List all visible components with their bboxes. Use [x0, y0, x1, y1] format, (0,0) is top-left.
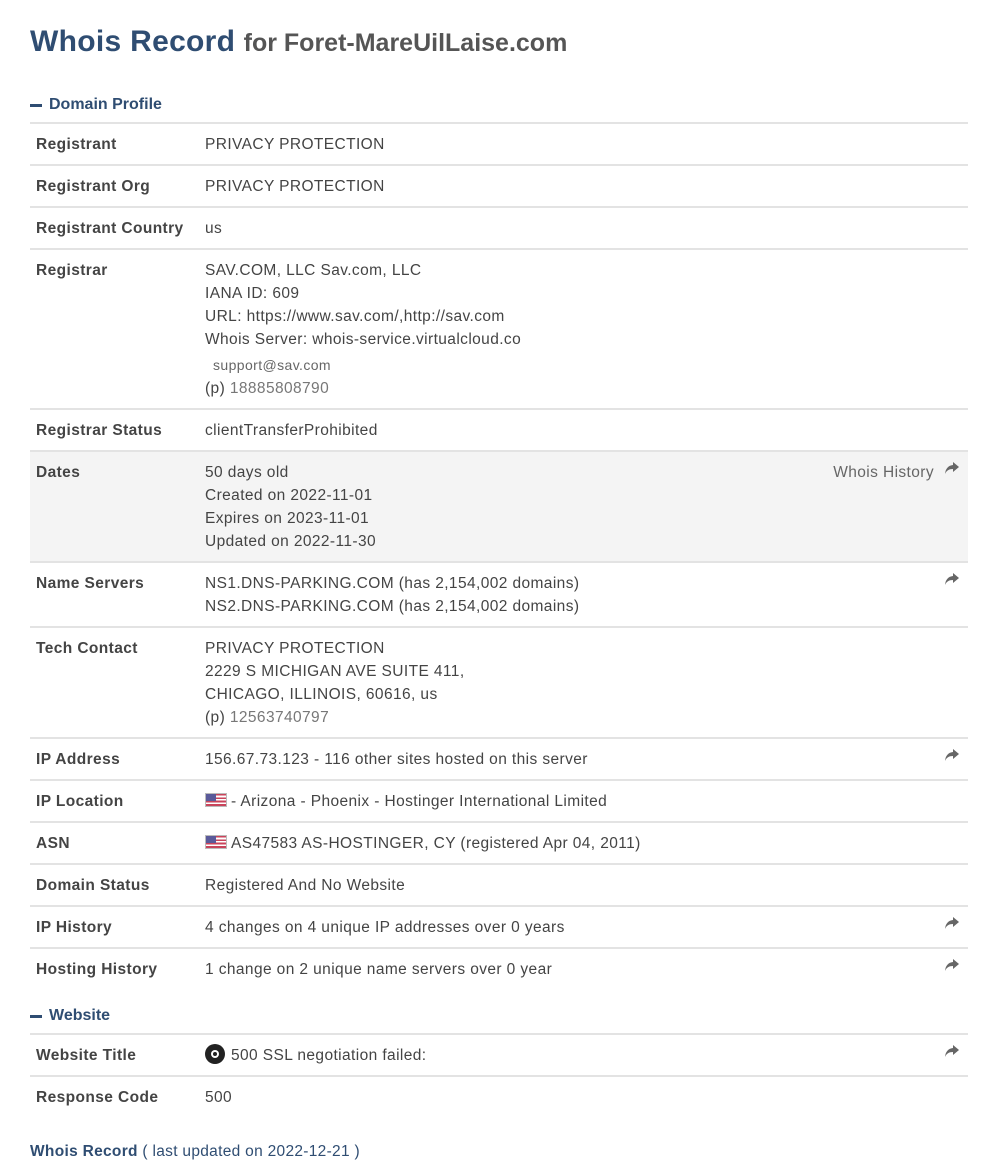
share-arrow-icon[interactable]: [944, 460, 960, 476]
dates-age: 50 days old: [205, 464, 289, 481]
registrar-phone-prefix: (p): [205, 380, 226, 397]
name-server-2: NS2.DNS-PARKING.COM (has 2,154,002 domains): [205, 598, 580, 615]
share-arrow-icon[interactable]: [944, 571, 960, 587]
row-ip-history: [30, 906, 968, 948]
tech-contact-city: CHICAGO, ILLINOIS, 60616, us: [205, 686, 438, 703]
website-toggle[interactable]: [30, 1005, 968, 1027]
row-response-code: [30, 1076, 968, 1117]
registrar-whois-server: Whois Server: whois-service.virtualcloud.co: [205, 331, 522, 348]
row-asn: [30, 822, 968, 864]
website-lens-icon: [205, 1044, 225, 1064]
website-title-cell: [199, 1034, 968, 1076]
registrar-phone: 18885808790: [229, 380, 330, 397]
registrar-email: support@sav.com: [213, 357, 331, 373]
registrant-country-value: us: [205, 220, 223, 237]
name-servers-label: Name Servers: [36, 575, 145, 592]
dates-value: [199, 451, 968, 562]
page-title: [30, 24, 968, 64]
domain-status-value: Registered And No Website: [205, 877, 406, 894]
registrar-url: URL: https://www.sav.com/,http://sav.com: [205, 308, 505, 325]
registrar-value: [199, 249, 968, 409]
domain-profile-table: [30, 122, 968, 989]
registrant-org-label: Registrant Org: [36, 178, 151, 195]
asn-label: ASN: [36, 835, 70, 852]
domain-profile-toggle[interactable]: [30, 94, 968, 116]
page-title-domain: for Foret-MareUilLaise.com: [243, 29, 568, 57]
ip-address-label: IP Address: [36, 751, 121, 768]
domain-status-label: Domain Status: [36, 877, 150, 894]
row-tech-contact: [30, 627, 968, 738]
ip-address-value: 156.67.73.123 - 116 other sites hosted on this server: [205, 751, 588, 768]
row-ip-location: [30, 780, 968, 822]
last-updated-note: ( last updated on 2022-12-21 ): [142, 1143, 360, 1160]
registrar-phone-line: [205, 377, 962, 400]
row-hosting-history: [30, 948, 968, 989]
name-server-1: NS1.DNS-PARKING.COM (has 2,154,002 domains): [205, 575, 580, 592]
name-servers-value: [199, 562, 968, 627]
ip-location-label: IP Location: [36, 793, 124, 810]
ip-history-cell: [199, 906, 968, 948]
registrant-org-value: PRIVACY PROTECTION: [205, 178, 385, 195]
website-title-value: 500 SSL negotiation failed:: [231, 1047, 427, 1064]
tech-contact-phone-prefix: (p): [205, 709, 226, 726]
row-ip-address: [30, 738, 968, 780]
hosting-history-label: Hosting History: [36, 961, 158, 978]
tech-contact-label: Tech Contact: [36, 640, 138, 657]
registrar-label: Registrar: [36, 262, 108, 279]
row-website-title: [30, 1034, 968, 1076]
registrar-name: SAV.COM, LLC Sav.com, LLC: [205, 262, 422, 279]
hosting-history-value: 1 change on 2 unique name servers over 0 year: [205, 961, 553, 978]
tech-contact-value: [199, 627, 968, 738]
registrar-email-line: [205, 354, 962, 377]
tech-contact-phone: 12563740797: [229, 709, 330, 726]
tech-contact-name: PRIVACY PROTECTION: [205, 640, 385, 657]
registrant-country-label: Registrant Country: [36, 220, 184, 237]
row-registrar-status: [30, 409, 968, 451]
asn-cell: [199, 822, 968, 864]
hosting-history-cell: [199, 948, 968, 989]
whois-record-footer: [30, 1143, 968, 1161]
share-arrow-icon[interactable]: [944, 747, 960, 763]
share-arrow-icon[interactable]: [944, 1043, 960, 1059]
row-domain-status: [30, 864, 968, 906]
row-registrant-country: [30, 207, 968, 249]
response-code-label: Response Code: [36, 1089, 159, 1106]
tech-contact-street: 2229 S MICHIGAN AVE SUITE 411,: [205, 663, 465, 680]
us-flag-icon: [205, 793, 227, 807]
row-name-servers: [30, 562, 968, 627]
row-registrant: [30, 123, 968, 165]
website-title-label: Website Title: [36, 1047, 137, 1064]
row-dates: [30, 451, 968, 562]
tech-contact-phone-line: [205, 706, 962, 729]
row-registrant-org: [30, 165, 968, 207]
us-flag-icon: [205, 835, 227, 849]
asn-value: AS47583 AS-HOSTINGER, CY (registered Apr 04, 2011): [231, 835, 641, 852]
page-title-main: Whois Record: [30, 25, 236, 58]
ip-address-cell: [199, 738, 968, 780]
collapse-minus-icon: [30, 104, 42, 107]
ip-location-value: - Arizona - Phoenix - Hostinger International Limited: [231, 793, 608, 810]
registrar-status-label: Registrar Status: [36, 422, 163, 439]
registrant-value: PRIVACY PROTECTION: [205, 136, 385, 153]
collapse-minus-icon: [30, 1015, 42, 1018]
ip-history-label: IP History: [36, 919, 113, 936]
registrant-label: Registrant: [36, 136, 117, 153]
whois-history-link[interactable]: Whois History: [833, 464, 934, 481]
website-heading: Website: [49, 1007, 111, 1024]
dates-created: Created on 2022-11-01: [205, 487, 373, 504]
registrar-status-value: clientTransferProhibited: [205, 422, 378, 439]
share-arrow-icon[interactable]: [944, 957, 960, 973]
dates-expires: Expires on 2023-11-01: [205, 510, 370, 527]
dates-label: Dates: [36, 464, 81, 481]
share-arrow-icon[interactable]: [944, 915, 960, 931]
dates-updated: Updated on 2022-11-30: [205, 533, 376, 550]
ip-location-cell: [199, 780, 968, 822]
website-table: [30, 1033, 968, 1117]
ip-history-value: 4 changes on 4 unique IP addresses over 0 years: [205, 919, 565, 936]
whois-record-link[interactable]: Whois Record: [30, 1143, 138, 1160]
page: [0, 24, 992, 1161]
response-code-value: 500: [205, 1089, 233, 1106]
domain-profile-heading: Domain Profile: [49, 96, 162, 113]
registrar-iana: IANA ID: 609: [205, 285, 300, 302]
row-registrar: [30, 249, 968, 409]
